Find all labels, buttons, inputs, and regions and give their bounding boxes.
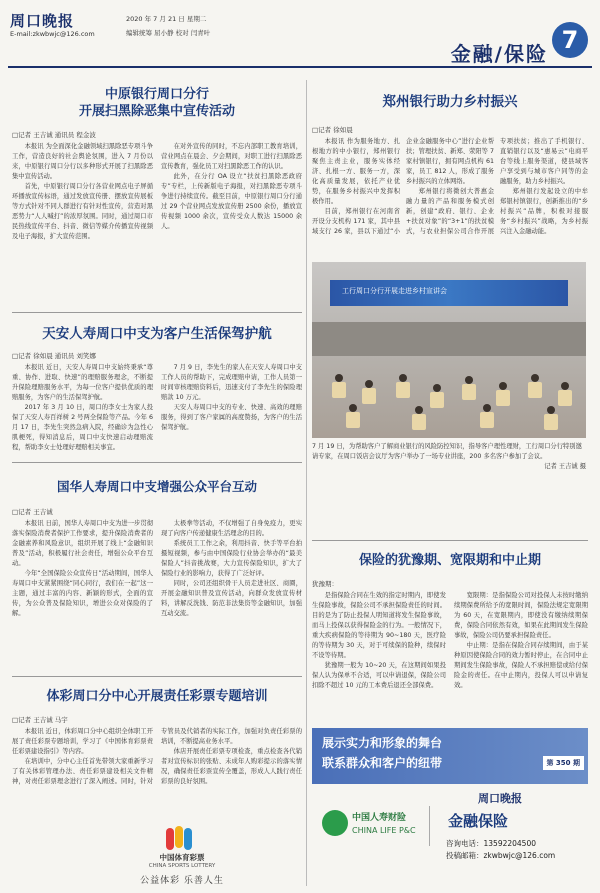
masthead-divider: [8, 66, 592, 68]
china-life-icon: [322, 810, 348, 836]
ad-issue-number: 第 350 期: [543, 756, 585, 770]
paragraph: 郑州银行将微创大普惠金融力量的产品和服务模式创新，创建“政府、银行、企业+扶贫对象”的“3+1”的扶贫模式，与农业担保公司合作开展专项扶贫；推出了手机银行、直销银行以及“惠易云”电商平台等线上服务渠道，使县域客户享受到与城市客户同等的金融服务，助力乡村振兴。: [406, 138, 588, 235]
paragraph: 太极拳等活动，不仅增强了自身免疫力，更实现了向客户传递健康生活理念的目的。: [161, 520, 302, 537]
section-divider: [12, 312, 302, 313]
body-zhengzhou: [312, 137, 588, 277]
body-guohua: [12, 519, 302, 659]
paragraph: 本报讯 日前，国华人寿周口中支为进一步贯彻落实保险消费者保护工作要求，提升保险消费者的金融素养和风险意识，组织开展了线上“金融知识普及”活动，积极履行社会责任，增强公众平台互动。: [12, 520, 153, 567]
paragraph: 7 月 9 日，李先生的家人在天安人寿周口中支工作人员的帮助下，完成理赔申请，工作人员第一时间审核理赔资料后，迅速支付了李先生的保险理赔款 10 万元。: [161, 364, 302, 401]
section-title: 金融/保险: [450, 42, 548, 66]
paragraph: 首先，中原银行周口分行各营业网点电子屏循环播放宣传标语，通过发放宣传册、摆放宣传展板等方式针对不同人群进行有针对性宣传，营造对黑恶势力“人人喊打”的浓厚氛围。同时，通过周口市民热线宣传平台、抖音、微信等媒介传播宣传视频及电子海报，扩大宣传范围。: [12, 183, 153, 240]
paragraph: 犹豫期一般为 10~20 天，在这期间如果投保人认为保单不合适，可以申请退保，保险公司扣除不超过 10 元的工本费后退还全部保费。: [312, 662, 446, 689]
paragraph: 郑州银行发起设立的中牟郑银村镇银行，创新推出的“乡村振兴”品牌，积极对接服务“乡村振兴”战略，为乡村振兴注入金融动能。: [500, 188, 588, 235]
china-life-name-en: CHINA LIFE P&C: [352, 826, 416, 835]
byline-zhengzhou: □记者 徐如晨: [312, 126, 353, 134]
paragraph: 同时，公司还组织骨干人员走进社区、商圈，开展金融知识普及宣传活动，向群众发放宣传材料，讲解反洗钱、防范非法集资等金融知识，加强互动交流。: [161, 580, 302, 617]
photo-caption-text: 7 月 19 日，为帮助客户了解商业银行的风险防控知识，指导客户理性理财，工行周口分行特别邀请专家，在周口饭店会议厅为客户举办了一场专业讲座，200 多名客户参加了会议。: [312, 443, 582, 460]
article-tianan: [12, 326, 302, 461]
photo-credit: 记者 王吉诚 摄: [544, 463, 586, 470]
ad-section-name: 金融保险: [448, 812, 509, 830]
article-lottery: [12, 688, 302, 845]
paragraph: 是指保险合同在生效的指定时期内，即使发生保险事故，保险公司不承担保险责任的时间。目的是为了防止投保人明知道将发生保险事故，而马上投保以获得保险金的行为。一般情况下，重大疾病保险的等待期为 90~180 天，医疗险的等待期为 30 天，对于可续保的险种，续保时不设等待期。: [312, 592, 446, 659]
advertisement: [312, 728, 588, 886]
page-number: 7: [552, 22, 588, 58]
body-tianan: [12, 363, 302, 461]
headline-tianan: 天安人寿周口中支为客户生活保驾护航: [42, 326, 272, 342]
section-divider: [12, 676, 302, 677]
photo-caption: [312, 442, 586, 472]
ad-email: 投稿邮箱：zkwbwjc@126.com: [446, 851, 556, 860]
masthead-email: E-mail:zkwbwjc@126.com: [10, 30, 95, 38]
paragraph: 此外，在分行 OA 设立“扶贫扫黑除恶政府专”专栏，上传新版电子海报，对扫黑除恶专项斗争进行持续宣传。截至目前，中原银行周口分行通过 29 个营业网点发放宣传册 2500 余份，播放宣传视频 1000 余次，宣传受众人数达 15000 余人。: [161, 173, 302, 230]
photo-banner-text: 工行周口分行开展走进乡村宣讲会: [342, 287, 447, 295]
lottery-slogan: 公益体彩 乐善人生: [140, 876, 224, 886]
column-divider: [306, 80, 307, 886]
paragraph: 系统员工工作之余，利用抖音、快手等平台拍摄短视频，参与由中国保险行业协会举办的“最美保险人”抖音挑战赛，大力宣传保险知识，扩大了保险行业的影响力，获得了广泛好评。: [161, 540, 302, 577]
byline-lottery: □记者 王吉诚 马宇: [12, 716, 68, 724]
article-zhongyuan: [12, 86, 302, 292]
lottery-icon: [164, 826, 200, 850]
photo-stage: [312, 322, 586, 356]
masthead-date: 2020 年 7 月 21 日 星期二: [126, 15, 207, 23]
paragraph: 宽限期：是指保险公司对投保人未按时缴纳续期保费所给予的宽限时间，保险法规定宽限期为 60 天，在宽限期内，即使没有缴纳续期保费，保险合同依然有效，如果在此期间发生保险事故，保险公司仍要承担保险责任。: [454, 592, 588, 639]
article-zhengzhou: [312, 94, 588, 277]
paragraph: 本报讯 作为服务地方、扎根地方的中小银行，郑州银行聚焦主责主业，服务实体经济、扎根一方、服务一方，深化高质量发展，依托产业优势，在服务乡村振兴中发挥积极作用。: [312, 138, 400, 205]
headline-guohua: 国华人寿周口中支增强公众平台互动: [56, 479, 257, 494]
paragraph: 在培训中，分中心主任首先带领大家重新学习了有关体彩管理办法、责任彩票建设相关文件精神，对责任彩票理念进行了深入阐述。同时，针对专管员及代销者的实际工作，加强对负责任彩票的培训，不断提高业务水平。: [12, 728, 302, 785]
headline-zhongyuan-2: 开展扫黑除恶集中宣传活动: [78, 104, 235, 119]
paragraph: 本报讯 为全面深化金融领域扫黑除恶专项斗争工作，营造良好的社会舆论氛围，进入 7 月份以来，中原银行周口分行以多种形式开展了扫黑除恶集中宣传活动。: [12, 143, 153, 180]
paragraph: 本报讯 近日，体彩周口分中心组织全体职工开展了责任彩票专题培训，学习了《中国体育彩票责任彩票建设指引》等内容。: [12, 728, 153, 755]
paragraph: 天安人寿周口中支的专业、快速、高效的理赔服务，得到了客户家属的高度赞扬，为客户的生活保驾护航。: [161, 404, 302, 431]
china-sports-lottery-logo: [112, 826, 252, 886]
paragraph: 在对外宣传的同时，不忘内部职工教育培训，营业网点在晨会、夕会期间，对职工进行扫黑除恶宣传教育，强化员工对扫黑除恶工作的认识。: [161, 143, 302, 170]
byline-insurance-periods: 犹豫期：: [312, 580, 338, 588]
article-guohua: [12, 478, 302, 659]
section-divider: [312, 540, 588, 541]
ad-phone: 咨询电话：13592204500: [446, 839, 536, 848]
byline-guohua: □记者 王吉诚: [12, 508, 53, 516]
china-life-name-cn: 中国人寿财险: [352, 813, 407, 823]
lottery-name-cn: 中国体育彩票: [159, 853, 205, 862]
byline-tianan: □记者 徐如晨 通讯员 刘笑娜: [12, 352, 96, 360]
china-life-logo: [318, 806, 430, 846]
ad-paper-name: 周口晚报: [478, 792, 522, 805]
paragraph: 本报讯 近日，天安人寿周口中支始终秉承“尊重、协作、进取、快速”的理赔服务理念，不断提升保险理赔服务水平，为每一位客户提供优质的理赔服务，为客户的生活保驾护航。: [12, 364, 153, 401]
paragraph: 目前，郑州银行在河南省开设分支机构 171 家，其中县域支行 26 家，县以下通过“小企业金融服务中心”进行企业帮扶；管理扶贫、新郑、荥阳等 7 家村镇银行，拥有网点机构 61 家，员工 812 人，形成了服务乡村振兴的立体网络。: [312, 138, 494, 235]
masthead-staff: 编辑统筹 屈小静 校对 闫青叶: [126, 29, 211, 37]
headline-insurance-periods: 保险的犹豫期、宽限期和中止期: [358, 553, 541, 568]
section-divider: [12, 462, 302, 463]
paragraph: 体店开展责任彩票专项检查，重点检查各代销者对宣传标识的张贴、未成年人购彩提示的落实情况，确保责任彩票宣传全覆盖，形成人人践行责任彩票的良好氛围。: [161, 748, 302, 785]
headline-zhongyuan-1: 中原银行周口分行: [104, 87, 209, 102]
ad-banner: [312, 728, 588, 784]
paper-logo: 周口晚报: [10, 12, 75, 30]
article-insurance-periods: [312, 552, 588, 731]
paragraph: 中止期：是指在保险合同存续期间，由于某种原因使保险合同的效力暂时停止，在合同中止期间发生保险事故，保险人不承担赔偿或给付保险金的责任。在中止期内，投保人可以申请复效。: [454, 642, 588, 689]
headline-lottery: 体彩周口分中心开展责任彩票专题培训: [46, 689, 268, 704]
headline-zhengzhou: 郑州银行助力乡村振兴: [382, 94, 518, 110]
ad-line-2: 联系群众和客户的纽带: [322, 756, 443, 770]
paragraph: 2017 年 3 月 10 日，周口的李女士为家人投保了天安人寿百祥树 2 号两全保险等产品。今年 6 月 17 日，李先生突然急病入院，经确诊为急性心肌梗死，得知消息后，周口中支快速启动理赔流程，帮助李女士处理好理赔相关事宜。: [12, 404, 153, 451]
ad-line-1: 展示实力和形象的舞台: [322, 736, 443, 750]
byline-zhongyuan: □记者 王吉诚 通讯员 程金波: [12, 131, 96, 139]
paragraph: 今年“全国保险公众宣传日”活动期间，国华人寿周口中支紧紧围绕“同心同行，我们在一起”这一主题，通过丰富的内容、新颖的形式，全面的宣传，为公众普及保险知识，增进公众对保险的了解。: [12, 570, 153, 617]
lottery-name-en: CHINA SPORTS LOTTERY: [148, 863, 216, 869]
news-photo: [312, 262, 586, 438]
body-insurance-periods: [312, 591, 588, 731]
masthead: [8, 8, 592, 72]
body-zhongyuan: [12, 142, 302, 292]
